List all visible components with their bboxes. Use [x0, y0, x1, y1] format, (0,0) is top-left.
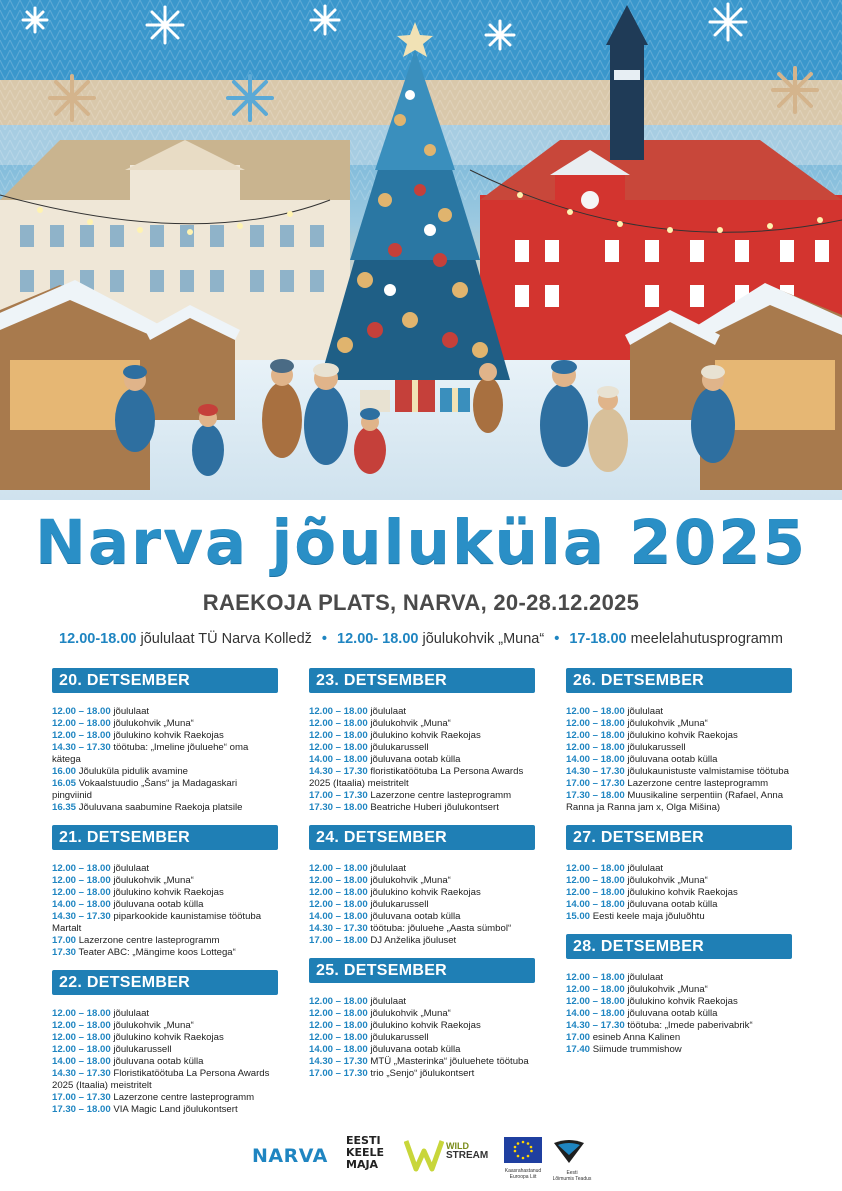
event-time: 12.00 – 18.00: [566, 972, 625, 983]
event-time: 17.30 – 18.00: [566, 790, 625, 801]
event-description: jõulukohvik „Muna“: [627, 984, 708, 995]
event-item: [566, 790, 792, 814]
event-item: [309, 1020, 535, 1032]
event-description: jõulukarussell: [113, 1044, 172, 1055]
event-list: [309, 850, 535, 947]
event-item: [566, 1020, 792, 1032]
logo-line: Eesti: [566, 1170, 578, 1176]
event-description: jõulukino kohvik Raekojas: [627, 996, 738, 1007]
event-item: [309, 887, 535, 899]
event-item: [309, 863, 535, 875]
event-description: jõulukino kohvik Raekojas: [370, 887, 481, 898]
event-description: jõulukino kohvik Raekojas: [627, 887, 738, 898]
logo-line: MAJA: [346, 1158, 379, 1171]
page-title: Narva jõuluküla 2025: [34, 507, 808, 578]
event-time: 14.00 – 18.00: [52, 1056, 111, 1067]
event-item: [52, 766, 278, 778]
event-time: 14.00 – 18.00: [566, 1008, 625, 1019]
event-time: 12.00 – 18.00: [566, 742, 625, 753]
event-description: jõulukaunistuste valmistamise töötuba: [627, 766, 789, 777]
event-description: jõulukarussell: [370, 1032, 429, 1043]
event-item: [52, 1104, 278, 1116]
event-time: 17.30: [52, 947, 77, 958]
event-item: [566, 875, 792, 887]
event-description: Lazerzone centre lasteprogramm: [78, 935, 220, 946]
event-item: [309, 766, 535, 790]
info-time-2: 12.00- 18.00: [337, 631, 419, 647]
event-time: 12.00 – 18.00: [309, 706, 368, 717]
event-description: jõulukohvik „Muna“: [627, 718, 708, 729]
event-time: 15.00: [566, 911, 591, 922]
event-description: Eesti keele maja jõuluõhtu: [592, 911, 705, 922]
event-time: 14.00 – 18.00: [309, 754, 368, 765]
event-description: jõululaat: [370, 863, 407, 874]
day-header: 23. DETSEMBER: [309, 668, 535, 693]
event-list: [52, 995, 278, 1116]
event-item: [52, 718, 278, 730]
event-description: jõulukino kohvik Raekojas: [370, 730, 481, 741]
event-time: 12.00 – 18.00: [309, 1008, 368, 1019]
estonia-integration-logo: [552, 1135, 592, 1182]
logo-line: EESTI: [346, 1134, 381, 1147]
eesti-keele-maja-logo: [346, 1135, 384, 1171]
event-time: 17.00 – 17.30: [309, 790, 368, 801]
event-item: [309, 935, 535, 947]
event-item: [309, 996, 535, 1008]
event-time: 12.00 – 18.00: [566, 875, 625, 886]
event-item: [52, 1044, 278, 1056]
event-item: [309, 802, 535, 814]
event-description: Teater ABC: „Mängime koos Lottega“: [78, 947, 236, 958]
swallow-icon: [552, 1135, 586, 1165]
eu-logo: [504, 1137, 544, 1180]
event-item: [52, 1068, 278, 1092]
event-time: 17.00 – 17.30: [309, 1068, 368, 1079]
event-item: [309, 899, 535, 911]
event-time: 12.00 – 18.00: [52, 730, 111, 741]
event-item: [52, 706, 278, 718]
event-description: jõululaat: [370, 706, 407, 717]
event-item: [309, 718, 535, 730]
event-description: Lazerzone centre lasteprogramm: [627, 778, 769, 789]
event-description: MTÜ „Masterinka“ jõuluehete töötuba: [370, 1056, 529, 1067]
event-time: 16.35: [52, 802, 77, 813]
event-time: 17.00: [566, 1032, 591, 1043]
event-time: 14.00 – 18.00: [309, 911, 368, 922]
sponsor-logos: [0, 1133, 842, 1183]
day-header: 27. DETSEMBER: [566, 825, 792, 850]
event-item: [309, 790, 535, 802]
event-time: 17.30 – 18.00: [52, 1104, 111, 1115]
event-description: töötuba: jõuluehe „Aasta sümbol“: [370, 923, 512, 934]
eu-flag-icon: [504, 1137, 542, 1163]
event-item: [566, 1044, 792, 1056]
info-text-2: jõulukohvik „Muna“: [422, 631, 545, 647]
event-description: jõululaat: [370, 996, 407, 1007]
event-description: Jõuluvana saabumine Raekoja platsile: [78, 802, 243, 813]
bullet-separator: •: [321, 631, 327, 647]
event-description: jõululaat: [627, 863, 664, 874]
info-time-3: 17-18.00: [569, 631, 627, 647]
event-description: Jõuluküla pidulik avamine: [78, 766, 189, 777]
event-time: 17.00 – 17.30: [52, 1092, 111, 1103]
day-27: [566, 825, 792, 923]
event-description: jõuluvana ootab külla: [113, 1056, 204, 1067]
event-description: jõulukarussell: [627, 742, 686, 753]
event-list: [52, 850, 278, 959]
event-description: jõuluvana ootab külla: [370, 754, 461, 765]
day-26: [566, 668, 792, 814]
day-header: 25. DETSEMBER: [309, 958, 535, 983]
event-time: 12.00 – 18.00: [566, 996, 625, 1007]
event-description: Lazerzone centre lasteprogramm: [113, 1092, 255, 1103]
event-location-dates: RAEKOJA PLATS, NARVA, 20-28.12.2025: [202, 590, 640, 615]
event-item: [52, 863, 278, 875]
event-description: töötuba: „Imede paberivabrik“: [627, 1020, 753, 1031]
event-description: jõulukohvik „Muna“: [627, 875, 708, 886]
event-description: jõulukarussell: [370, 742, 429, 753]
event-item: [566, 972, 792, 984]
event-time: 14.00 – 18.00: [566, 899, 625, 910]
event-description: jõulukino kohvik Raekojas: [113, 1032, 224, 1043]
event-time: 14.00 – 18.00: [52, 899, 111, 910]
event-description: jõulukohvik „Muna“: [370, 1008, 451, 1019]
event-time: 12.00 – 18.00: [52, 1020, 111, 1031]
event-description: Siimude trummishow: [592, 1044, 682, 1055]
event-description: jõuluvana ootab külla: [627, 899, 718, 910]
logo-line: WILD: [446, 1141, 469, 1151]
event-time: 12.00 – 18.00: [309, 887, 368, 898]
event-description: VIA Magic Land jõulukontsert: [113, 1104, 238, 1115]
event-time: 12.00 – 18.00: [566, 887, 625, 898]
event-item: [566, 742, 792, 754]
event-description: jõuluvana ootab külla: [370, 1044, 461, 1055]
day-header: 26. DETSEMBER: [566, 668, 792, 693]
wild-stream-logo: [404, 1137, 489, 1178]
event-description: jõululaat: [113, 1008, 150, 1019]
event-description: jõuluvana ootab külla: [627, 754, 718, 765]
event-time: 17.00 – 18.00: [309, 935, 368, 946]
info-text-1: jõululaat TÜ Narva Kolledž: [140, 631, 312, 647]
event-item: [52, 875, 278, 887]
event-description: jõulukohvik „Muna“: [113, 875, 194, 886]
event-description: jõulukarussell: [370, 899, 429, 910]
event-time: 14.30 – 17.30: [566, 766, 625, 777]
event-time: 17.40: [566, 1044, 591, 1055]
event-description: jõulukino kohvik Raekojas: [113, 887, 224, 898]
info-time-1: 12.00-18.00: [59, 631, 137, 647]
event-time: 17.30 – 18.00: [309, 802, 368, 813]
event-item: [566, 984, 792, 996]
event-item: [566, 718, 792, 730]
event-item: [52, 1032, 278, 1044]
event-description: Vokaalstuudio „Šans“ ja Madagaskari pingviinid: [52, 778, 238, 801]
day-24: [309, 825, 535, 947]
event-item: [52, 1092, 278, 1104]
event-item: [566, 754, 792, 766]
event-item: [566, 706, 792, 718]
day-header: 21. DETSEMBER: [52, 825, 278, 850]
event-item: [309, 1032, 535, 1044]
event-time: 12.00 – 18.00: [309, 730, 368, 741]
day-header: 22. DETSEMBER: [52, 970, 278, 995]
event-time: 17.00 – 17.30: [566, 778, 625, 789]
event-time: 12.00 – 18.00: [52, 1032, 111, 1043]
schedule-column-3: [566, 668, 792, 1056]
event-item: [309, 754, 535, 766]
event-item: [309, 730, 535, 742]
event-item: [566, 996, 792, 1008]
event-time: 12.00 – 18.00: [309, 1032, 368, 1043]
event-time: 12.00 – 18.00: [309, 1020, 368, 1031]
event-time: 14.30 – 17.30: [52, 911, 111, 922]
event-list: [309, 693, 535, 814]
event-time: 14.30 – 17.30: [52, 742, 111, 753]
event-item: [52, 887, 278, 899]
day-header: 28. DETSEMBER: [566, 934, 792, 959]
event-time: 12.00 – 18.00: [52, 875, 111, 886]
event-item: [309, 911, 535, 923]
event-item: [309, 742, 535, 754]
logo-line: Lõimumis Teadus: [552, 1176, 592, 1182]
event-time: 14.00 – 18.00: [309, 1044, 368, 1055]
event-description: trio „Senjo“ jõulukontsert: [370, 1068, 475, 1079]
event-item: [52, 778, 278, 802]
event-item: [52, 935, 278, 947]
event-item: [52, 802, 278, 814]
event-description: töötuba: „Imeline jõuluehe“ oma kätega: [52, 742, 249, 765]
event-time: 14.30 – 17.30: [566, 1020, 625, 1031]
event-list: [309, 983, 535, 1080]
event-list: [566, 850, 792, 923]
event-item: [309, 1068, 535, 1080]
event-time: 17.00: [52, 935, 77, 946]
event-description: Floristikatöötuba La Persona Awards 2025 (Itaalia) meistritelt: [52, 1068, 270, 1091]
event-time: 16.00: [52, 766, 77, 777]
event-time: 12.00 – 18.00: [309, 899, 368, 910]
event-item: [566, 730, 792, 742]
info-text-3: meelelahutusprogramm: [630, 631, 783, 647]
event-time: 12.00 – 18.00: [566, 730, 625, 741]
event-time: 14.00 – 18.00: [566, 754, 625, 765]
event-time: 14.30 – 17.30: [52, 1068, 111, 1079]
event-time: 12.00 – 18.00: [52, 887, 111, 898]
event-description: jõulukino kohvik Raekojas: [113, 730, 224, 741]
event-description: Beatriche Huberi jõulukontsert: [370, 802, 499, 813]
event-item: [309, 1044, 535, 1056]
event-description: jõuluvana ootab külla: [113, 899, 204, 910]
event-time: 12.00 – 18.00: [52, 863, 111, 874]
event-description: floristikatöötuba La Persona Awards 2025 (Itaalia) meistritelt: [309, 766, 524, 789]
event-list: [566, 959, 792, 1056]
event-time: 16.05: [52, 778, 77, 789]
event-description: jõululaat: [627, 706, 664, 717]
day-23: [309, 668, 535, 814]
logo-line: STREAM: [446, 1150, 489, 1161]
event-description: piparkookide kaunistamise töötuba Martalt: [52, 911, 262, 934]
hero-illustration: [0, 0, 842, 500]
event-description: jõulukino kohvik Raekojas: [627, 730, 738, 741]
event-item: [309, 1008, 535, 1020]
event-item: [52, 730, 278, 742]
event-time: 12.00 – 18.00: [52, 718, 111, 729]
event-description: jõululaat: [627, 972, 664, 983]
daily-info-line: [0, 631, 842, 647]
event-item: [52, 1008, 278, 1020]
event-description: Lazerzone centre lasteprogramm: [370, 790, 512, 801]
event-time: 12.00 – 18.00: [309, 718, 368, 729]
event-time: 12.00 – 18.00: [52, 706, 111, 717]
bullet-separator: •: [554, 631, 560, 647]
event-item: [566, 766, 792, 778]
event-time: 14.30 – 17.30: [309, 1056, 368, 1067]
event-item: [566, 1008, 792, 1020]
event-time: 12.00 – 18.00: [309, 742, 368, 753]
event-time: 12.00 – 18.00: [309, 996, 368, 1007]
event-item: [566, 887, 792, 899]
logo-line: Euroopa Liit: [509, 1174, 537, 1180]
event-item: [566, 778, 792, 790]
event-item: [566, 899, 792, 911]
event-description: Muusikaline serpentiin (Rafael, Anna Ranna ja Ranna jam x, Olga Mišina): [566, 790, 784, 813]
event-item: [566, 911, 792, 923]
day-28: [566, 934, 792, 1056]
event-item: [52, 899, 278, 911]
event-description: jõulukohvik „Muna“: [113, 1020, 194, 1031]
day-25: [309, 958, 535, 1080]
event-description: jõulukohvik „Muna“: [113, 718, 194, 729]
event-time: 12.00 – 18.00: [52, 1044, 111, 1055]
event-time: 12.00 – 18.00: [566, 706, 625, 717]
event-item: [52, 947, 278, 959]
day-22: [52, 970, 278, 1116]
day-header: 20. DETSEMBER: [52, 668, 278, 693]
day-20: [52, 668, 278, 814]
event-description: esineb Anna Kalinen: [592, 1032, 681, 1043]
logo-line: Kaasrahastanud: [504, 1168, 542, 1174]
event-item: [309, 875, 535, 887]
event-time: 12.00 – 18.00: [566, 863, 625, 874]
event-description: jõuluvana ootab külla: [370, 911, 461, 922]
day-21: [52, 825, 278, 959]
event-item: [52, 1020, 278, 1032]
event-time: 12.00 – 18.00: [309, 875, 368, 886]
wild-stream-w-icon: [404, 1137, 444, 1173]
schedule-column-1: [52, 668, 278, 1116]
schedule-column-2: [309, 668, 535, 1080]
event-item: [52, 911, 278, 935]
event-description: jõulukino kohvik Raekojas: [370, 1020, 481, 1031]
event-time: 12.00 – 18.00: [52, 1008, 111, 1019]
event-item: [52, 742, 278, 766]
event-description: jõululaat: [113, 706, 150, 717]
event-description: jõululaat: [113, 863, 150, 874]
event-list: [566, 693, 792, 814]
narva-logo: NARVA: [252, 1145, 328, 1167]
event-item: [566, 863, 792, 875]
event-description: DJ Anželika jõuluset: [370, 935, 457, 946]
event-description: jõuluvana ootab külla: [627, 1008, 718, 1019]
day-header: 24. DETSEMBER: [309, 825, 535, 850]
event-time: 14.30 – 17.30: [309, 923, 368, 934]
event-item: [52, 1056, 278, 1068]
event-description: jõulukohvik „Muna“: [370, 718, 451, 729]
logo-line: KEELE: [346, 1146, 385, 1159]
event-time: 14.30 – 17.30: [309, 766, 368, 777]
event-time: 12.00 – 18.00: [309, 863, 368, 874]
event-description: jõulukohvik „Muna“: [370, 875, 451, 886]
event-item: [309, 706, 535, 718]
event-time: 12.00 – 18.00: [566, 984, 625, 995]
event-list: [52, 693, 278, 814]
event-item: [309, 1056, 535, 1068]
event-item: [309, 923, 535, 935]
event-time: 12.00 – 18.00: [566, 718, 625, 729]
event-item: [566, 1032, 792, 1044]
